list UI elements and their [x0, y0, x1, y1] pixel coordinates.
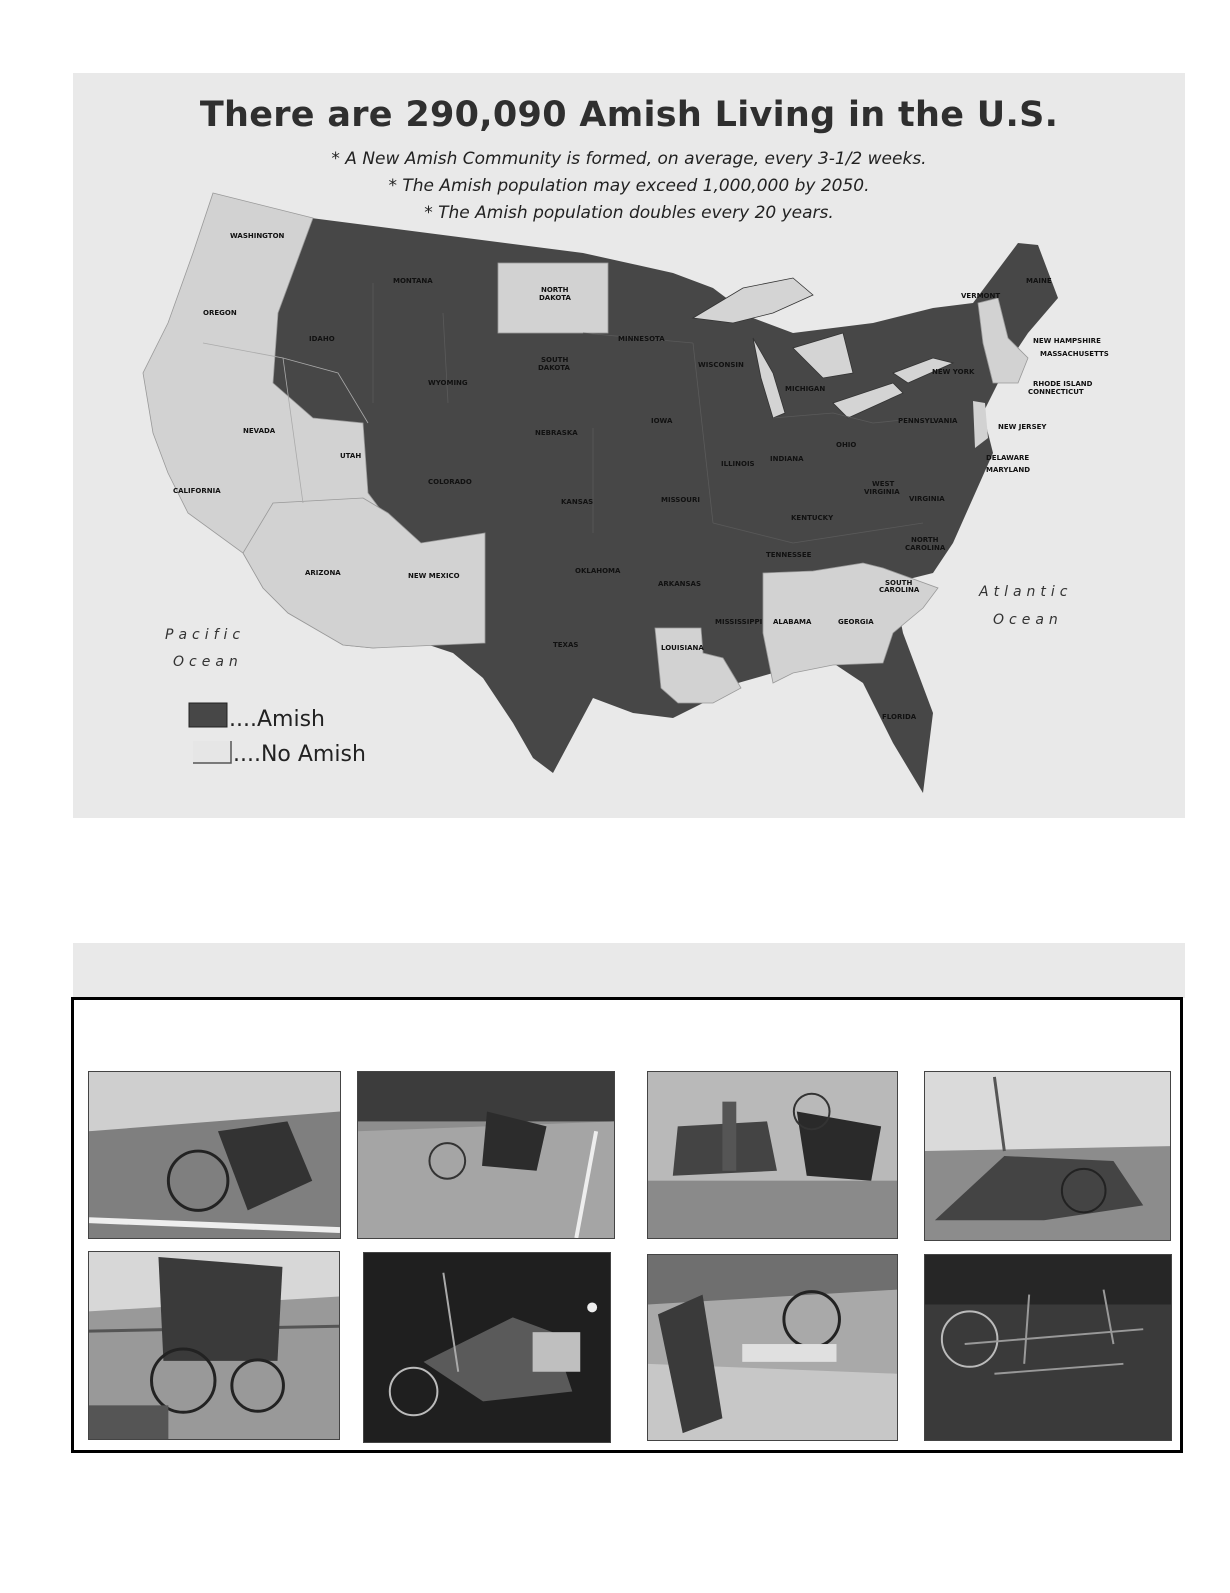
svg-text:ARKANSAS: ARKANSAS — [658, 580, 702, 588]
svg-text:WASHINGTON: WASHINGTON — [230, 232, 285, 240]
amish-region — [273, 218, 1058, 793]
map-fact-1: * A New Amish Community is formed, on average, every 3-1/2 weeks. — [331, 149, 927, 169]
svg-text:NEBRASKA: NEBRASKA — [535, 429, 578, 437]
svg-text:WISCONSIN: WISCONSIN — [698, 361, 744, 369]
svg-text:PENNSYLVANIA: PENNSYLVANIA — [898, 417, 958, 425]
svg-text:OHIO: OHIO — [836, 441, 857, 449]
photo-wrecked-buggy-1 — [88, 1071, 341, 1239]
svg-text:LOUISIANA: LOUISIANA — [661, 644, 704, 652]
legend-swatch-no-amish — [193, 741, 231, 763]
legend-label-amish: ....Amish — [229, 707, 325, 732]
svg-text:KENTUCKY: KENTUCKY — [791, 514, 834, 522]
svg-text:SOUTH: SOUTH — [541, 356, 569, 364]
svg-text:DAKOTA: DAKOTA — [538, 364, 570, 372]
svg-text:NEW YORK: NEW YORK — [932, 368, 975, 376]
svg-text:CALIFORNIA: CALIFORNIA — [173, 487, 221, 495]
svg-text:TEXAS: TEXAS — [553, 641, 579, 649]
map-fact-2: * The Amish population may exceed 1,000,000 by 2050. — [388, 176, 870, 196]
svg-text:NEW MEXICO: NEW MEXICO — [408, 572, 460, 580]
map-title: There are 290,090 Amish Living in the U.S. — [199, 95, 1059, 135]
photo-wrecked-buggy-2 — [357, 1071, 615, 1239]
svg-text:MASSACHUSETTS: MASSACHUSETTS — [1040, 350, 1109, 358]
atlantic-label-2: Ocean — [993, 612, 1063, 628]
map-fact-3: * The Amish population doubles every 20 years. — [424, 203, 834, 223]
photo-wrecked-buggy-8 — [924, 1254, 1172, 1441]
svg-text:MONTANA: MONTANA — [393, 277, 433, 285]
svg-text:NEW JERSEY: NEW JERSEY — [998, 423, 1047, 431]
svg-text:GEORGIA: GEORGIA — [838, 618, 874, 626]
svg-text:NEW HAMPSHIRE: NEW HAMPSHIRE — [1033, 337, 1101, 345]
svg-text:MAINE: MAINE — [1026, 277, 1052, 285]
svg-text:ALABAMA: ALABAMA — [773, 618, 812, 626]
svg-text:RHODE ISLAND: RHODE ISLAND — [1033, 380, 1093, 388]
photo-wrecked-buggy-7 — [647, 1254, 898, 1441]
svg-text:KANSAS: KANSAS — [561, 498, 594, 506]
svg-text:VIRGINIA: VIRGINIA — [864, 488, 900, 496]
photo-wrecked-buggy-6 — [363, 1252, 611, 1443]
photo-wrecked-buggy-5 — [88, 1251, 340, 1440]
svg-text:NORTH: NORTH — [541, 286, 569, 294]
svg-text:TENNESSEE: TENNESSEE — [766, 551, 812, 559]
svg-text:INDIANA: INDIANA — [770, 455, 804, 463]
svg-text:WEST: WEST — [872, 480, 895, 488]
svg-text:MICHIGAN: MICHIGAN — [785, 385, 826, 393]
svg-text:IOWA: IOWA — [651, 417, 673, 425]
svg-text:MISSOURI: MISSOURI — [661, 496, 700, 504]
svg-text:IDAHO: IDAHO — [309, 335, 335, 343]
legend-swatch-amish — [189, 703, 227, 727]
svg-text:NEVADA: NEVADA — [243, 427, 276, 435]
svg-text:CAROLINA: CAROLINA — [905, 544, 946, 552]
svg-text:DAKOTA: DAKOTA — [539, 294, 571, 302]
svg-text:WYOMING: WYOMING — [428, 379, 468, 387]
svg-text:OKLAHOMA: OKLAHOMA — [575, 567, 621, 575]
svg-text:OREGON: OREGON — [203, 309, 237, 317]
atlantic-label-1: Atlantic — [979, 584, 1073, 600]
svg-text:MISSISSIPPI: MISSISSIPPI — [715, 618, 763, 626]
svg-text:NORTH: NORTH — [911, 536, 939, 544]
pacific-label-2: Ocean — [173, 654, 243, 670]
svg-text:MARYLAND: MARYLAND — [986, 466, 1031, 474]
pacific-label-1: Pacific — [165, 627, 246, 643]
svg-text:DELAWARE: DELAWARE — [986, 454, 1030, 462]
svg-text:FLORIDA: FLORIDA — [882, 713, 917, 721]
svg-text:VERMONT: VERMONT — [961, 292, 1001, 300]
svg-text:MINNESOTA: MINNESOTA — [618, 335, 665, 343]
divider-band — [73, 943, 1185, 998]
amish-map-panel — [73, 73, 1185, 818]
svg-text:ILLINOIS: ILLINOIS — [721, 460, 755, 468]
svg-text:ARIZONA: ARIZONA — [305, 569, 341, 577]
legend-label-no-amish: ....No Amish — [233, 742, 366, 767]
svg-text:UTAH: UTAH — [340, 452, 362, 460]
buggy-photo-grid — [71, 997, 1183, 1453]
photo-wrecked-buggy-4 — [924, 1071, 1171, 1241]
svg-text:CONNECTICUT: CONNECTICUT — [1028, 388, 1084, 396]
svg-text:COLORADO: COLORADO — [428, 478, 472, 486]
svg-text:SOUTH: SOUTH — [885, 579, 913, 587]
photo-wrecked-buggy-3 — [647, 1071, 898, 1239]
svg-text:VIRGINIA: VIRGINIA — [909, 495, 945, 503]
svg-text:CAROLINA: CAROLINA — [879, 586, 920, 594]
